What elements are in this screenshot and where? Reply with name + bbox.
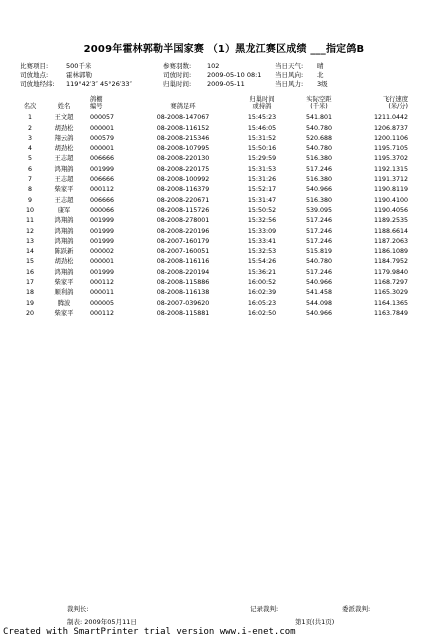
table-row: [16, 185, 412, 195]
weather-value: 晴: [317, 62, 324, 70]
entries-value: 102: [207, 62, 220, 70]
cell-foot-ring: 08-2008-115726: [156, 206, 210, 214]
release-time-label: 司放时间:: [163, 71, 192, 79]
cell-speed: 1191.3712: [373, 176, 408, 184]
appointed-referee-label: 委派裁判:: [342, 605, 371, 613]
cell-speed: 1189.2535: [373, 217, 408, 225]
cell-speed: 1211.0442: [373, 114, 408, 122]
cell-speed: 1187.2063: [373, 237, 408, 245]
cell-distance: 516.380: [305, 176, 333, 184]
cell-name: 腾波: [57, 299, 71, 307]
cell-foot-ring: 08-2007-160051: [156, 248, 210, 256]
cell-distance: 516.380: [305, 155, 333, 163]
cell-ring: 006666: [90, 176, 115, 184]
report-title: 2009年霍林郭勒半国家赛 （1）黑龙江赛区成绩 ___指定鸽B: [83, 44, 365, 55]
cell-foot-ring: 08-2008-220130: [156, 155, 210, 163]
cell-rank: 3: [27, 134, 32, 142]
cell-return-time: 15:52:17: [247, 186, 277, 194]
cell-name: 胡劲松: [54, 145, 74, 153]
col-header-name: 姓名: [57, 102, 71, 110]
cell-rank: 20: [25, 309, 34, 317]
cell-name: 胡劲松: [54, 258, 74, 266]
cell-distance: 540.780: [305, 258, 333, 266]
cell-ring: 000001: [90, 124, 115, 132]
cell-speed: 1190.4100: [373, 196, 408, 204]
cell-return-time: 15:31:53: [247, 165, 277, 173]
cell-ring: 000001: [90, 145, 115, 153]
table-row: [16, 309, 412, 319]
cell-foot-ring: 08-2007-039620: [156, 299, 210, 307]
cell-foot-ring: 08-2008-116138: [156, 289, 210, 297]
cell-name: 鸿翔鸽: [54, 227, 74, 235]
cell-distance: 540.780: [305, 145, 333, 153]
cell-foot-ring: 08-2008-115886: [156, 278, 210, 286]
col-header-speed: 飞行速度 (米/分): [382, 96, 408, 110]
table-row: [16, 175, 412, 185]
cell-ring: 001999: [90, 217, 115, 225]
cell-return-time: 15:36:21: [247, 268, 277, 276]
cell-ring: 000002: [90, 248, 115, 256]
cell-foot-ring: 08-2008-116116: [156, 258, 210, 266]
col-header-distance: 实际空距 (千米): [306, 96, 332, 110]
return-time-label: 归巢时间:: [163, 80, 192, 88]
cell-foot-ring: 08-2008-116152: [156, 124, 210, 132]
cell-speed: 1192.1315: [373, 165, 408, 173]
table-header-row: [16, 97, 412, 113]
table-row: [16, 237, 412, 247]
cell-name: 鸿翔鸽: [54, 268, 74, 276]
cell-ring: 006666: [90, 196, 115, 204]
cell-rank: 14: [25, 248, 34, 256]
cell-distance: 516.380: [305, 196, 333, 204]
table-row: [16, 134, 412, 144]
cell-return-time: 15:29:59: [247, 155, 277, 163]
cell-distance: 540.966: [305, 186, 333, 194]
cell-rank: 6: [27, 165, 32, 173]
cell-name: 鸿翔鸽: [54, 237, 74, 245]
cell-ring: 000066: [90, 206, 115, 214]
cell-rank: 5: [27, 155, 32, 163]
cell-return-time: 16:02:50: [247, 309, 277, 317]
cell-name: 柴家平: [54, 278, 74, 286]
cell-name: 翔云鸽: [54, 134, 74, 142]
table-row: [16, 278, 412, 288]
cell-speed: 1186.1089: [373, 248, 408, 256]
cell-rank: 16: [25, 268, 34, 276]
cell-return-time: 15:50:52: [247, 206, 277, 214]
cell-return-time: 15:45:23: [247, 114, 277, 122]
table-row: [16, 165, 412, 175]
return-time-value: 2009-05-11: [207, 80, 245, 88]
cell-ring: 001999: [90, 237, 115, 245]
tabulator-date: 制表: 2009年05月11日: [67, 618, 137, 626]
col-header-rank: 名次: [23, 102, 37, 110]
cell-foot-ring: 08-2008-220671: [156, 196, 210, 204]
release-time-value: 2009-05-10 08:1: [207, 71, 262, 79]
cell-distance: 517.246: [305, 268, 333, 276]
table-row: [16, 196, 412, 206]
cell-foot-ring: 08-2007-160179: [156, 237, 210, 245]
cell-ring: 000005: [90, 299, 115, 307]
table-row: [16, 226, 412, 236]
cell-name: 王志超: [54, 155, 74, 163]
cell-distance: 540.966: [305, 278, 333, 286]
cell-ring: 000112: [90, 278, 115, 286]
cell-speed: 1195.7105: [373, 145, 408, 153]
cell-distance: 544.098: [305, 299, 333, 307]
cell-return-time: 15:33:09: [247, 227, 277, 235]
cell-speed: 1190.8119: [373, 186, 408, 194]
cell-distance: 540.966: [305, 309, 333, 317]
cell-return-time: 15:54:26: [247, 258, 277, 266]
cell-foot-ring: 08-2008-215346: [156, 134, 210, 142]
wind-force-label: 当日风力:: [275, 80, 304, 88]
cell-speed: 1190.4056: [373, 206, 408, 214]
table-row: [16, 247, 412, 257]
cell-ring: 000057: [90, 114, 115, 122]
table-row: [16, 113, 412, 123]
wind-direction-value: 北: [317, 71, 324, 79]
col-header-return-time: 归巢时间 或持鸽: [249, 96, 275, 110]
cell-distance: 539.095: [305, 206, 333, 214]
cell-ring: 006666: [90, 155, 115, 163]
cell-return-time: 15:31:47: [247, 196, 277, 204]
cell-distance: 517.246: [305, 237, 333, 245]
cell-rank: 9: [27, 196, 32, 204]
cell-ring: 000112: [90, 186, 115, 194]
cell-speed: 1163.7849: [373, 309, 408, 317]
cell-foot-ring: 08-2008-220175: [156, 165, 210, 173]
table-row: [16, 257, 412, 267]
cell-name: 胡劲松: [54, 124, 74, 132]
cell-speed: 1179.9840: [373, 268, 408, 276]
cell-rank: 10: [25, 206, 34, 214]
trial-watermark: Created with SmartPrinter trial version www.i-enet.com: [3, 627, 296, 637]
table-row: [16, 123, 412, 133]
cell-speed: 1200.1106: [373, 134, 408, 142]
results-table: [16, 97, 412, 319]
cell-return-time: 15:32:53: [247, 248, 277, 256]
cell-return-time: 15:31:52: [247, 134, 277, 142]
cell-return-time: 15:50:16: [247, 145, 277, 153]
weather-label: 当日天气:: [275, 62, 304, 70]
table-row: [16, 299, 412, 309]
cell-speed: 1188.6614: [373, 227, 408, 235]
cell-speed: 1206.8737: [373, 124, 408, 132]
cell-rank: 4: [27, 145, 32, 153]
cell-distance: 517.246: [305, 217, 333, 225]
table-row: [16, 154, 412, 164]
cell-foot-ring: 08-2008-107995: [156, 145, 210, 153]
cell-speed: 1168.7297: [373, 278, 408, 286]
wind-force-value: 3级: [317, 80, 328, 88]
cell-name: 王志超: [54, 176, 74, 184]
wind-direction-label: 当日风向:: [275, 71, 304, 79]
cell-distance: 540.780: [305, 124, 333, 132]
race-info-col3: [275, 62, 328, 89]
release-coords-label: 司放地经纬:: [20, 80, 55, 88]
cell-rank: 7: [27, 176, 32, 184]
cell-foot-ring: 08-2008-100992: [156, 176, 210, 184]
cell-distance: 541.458: [305, 289, 333, 297]
cell-rank: 17: [25, 278, 34, 286]
cell-name: 鸿翔鸽: [54, 217, 74, 225]
cell-distance: 541.801: [305, 114, 333, 122]
cell-rank: 8: [27, 186, 32, 194]
cell-foot-ring: 08-2008-278001: [156, 217, 210, 225]
race-info-col2: [163, 62, 261, 89]
cell-rank: 18: [25, 289, 34, 297]
cell-speed: 1165.3029: [373, 289, 408, 297]
cell-ring: 000579: [90, 134, 115, 142]
cell-foot-ring: 08-2008-147067: [156, 114, 210, 122]
page-indicator: 第1页(共1页): [295, 618, 335, 626]
table-row: [16, 216, 412, 226]
cell-return-time: 15:32:56: [247, 217, 277, 225]
cell-rank: 19: [25, 299, 34, 307]
cell-return-time: 15:33:41: [247, 237, 277, 245]
cell-name: 王志超: [54, 196, 74, 204]
cell-name: 陈跃新: [54, 248, 74, 256]
cell-ring: 000011: [90, 289, 115, 297]
table-row: [16, 144, 412, 154]
cell-ring: 000001: [90, 258, 115, 266]
release-coords-value: 119°42′3″ 45°26′33″: [66, 80, 132, 88]
cell-foot-ring: 08-2008-220196: [156, 227, 210, 235]
cell-rank: 12: [25, 227, 34, 235]
cell-ring: 001999: [90, 268, 115, 276]
race-info-col1: [20, 62, 132, 89]
entries-label: 参赛羽数:: [163, 62, 192, 70]
cell-foot-ring: 08-2008-116379: [156, 186, 210, 194]
cell-return-time: 16:02:39: [247, 289, 277, 297]
table-row: [16, 288, 412, 298]
cell-rank: 11: [25, 217, 34, 225]
cell-distance: 517.246: [305, 165, 333, 173]
cell-speed: 1164.1365: [373, 299, 408, 307]
chief-referee-label: 裁判长:: [67, 605, 89, 613]
col-header-ring: 鸽棚 编号: [90, 96, 103, 110]
release-place-label: 司放地点:: [20, 71, 49, 79]
cell-distance: 520.688: [305, 134, 333, 142]
cell-ring: 001999: [90, 227, 115, 235]
cell-return-time: 15:46:05: [247, 124, 277, 132]
cell-distance: 515.819: [305, 248, 333, 256]
cell-return-time: 16:00:52: [247, 278, 277, 286]
table-row: [16, 268, 412, 278]
cell-rank: 1: [27, 114, 32, 122]
cell-foot-ring: 08-2008-115881: [156, 309, 210, 317]
cell-return-time: 15:31:26: [247, 176, 277, 184]
results-body: [16, 113, 412, 319]
cell-speed: 1184.7952: [373, 258, 408, 266]
cell-name: 康军: [57, 206, 71, 214]
cell-foot-ring: 08-2008-220194: [156, 268, 210, 276]
cell-rank: 2: [27, 124, 32, 132]
cell-return-time: 16:05:23: [247, 299, 277, 307]
cell-speed: 1195.3702: [373, 155, 408, 163]
col-header-foot-ring: 赛鸽足环: [170, 102, 196, 110]
cell-rank: 13: [25, 237, 34, 245]
cell-name: 顺利鸽: [54, 289, 74, 297]
table-row: [16, 206, 412, 216]
cell-distance: 517.246: [305, 227, 333, 235]
cell-name: 王文超: [54, 114, 74, 122]
cell-ring: 000112: [90, 309, 115, 317]
race-item-label: 比赛项目:: [20, 62, 49, 70]
cell-name: 鸿翔鸽: [54, 165, 74, 173]
cell-name: 柴家平: [54, 309, 74, 317]
release-place-value: 霍林郭勒: [66, 71, 92, 79]
cell-rank: 15: [25, 258, 34, 266]
recorder-label: 记录裁判:: [250, 605, 279, 613]
cell-ring: 001999: [90, 165, 115, 173]
race-item-value: 500千米: [66, 62, 92, 70]
cell-name: 柴家平: [54, 186, 74, 194]
